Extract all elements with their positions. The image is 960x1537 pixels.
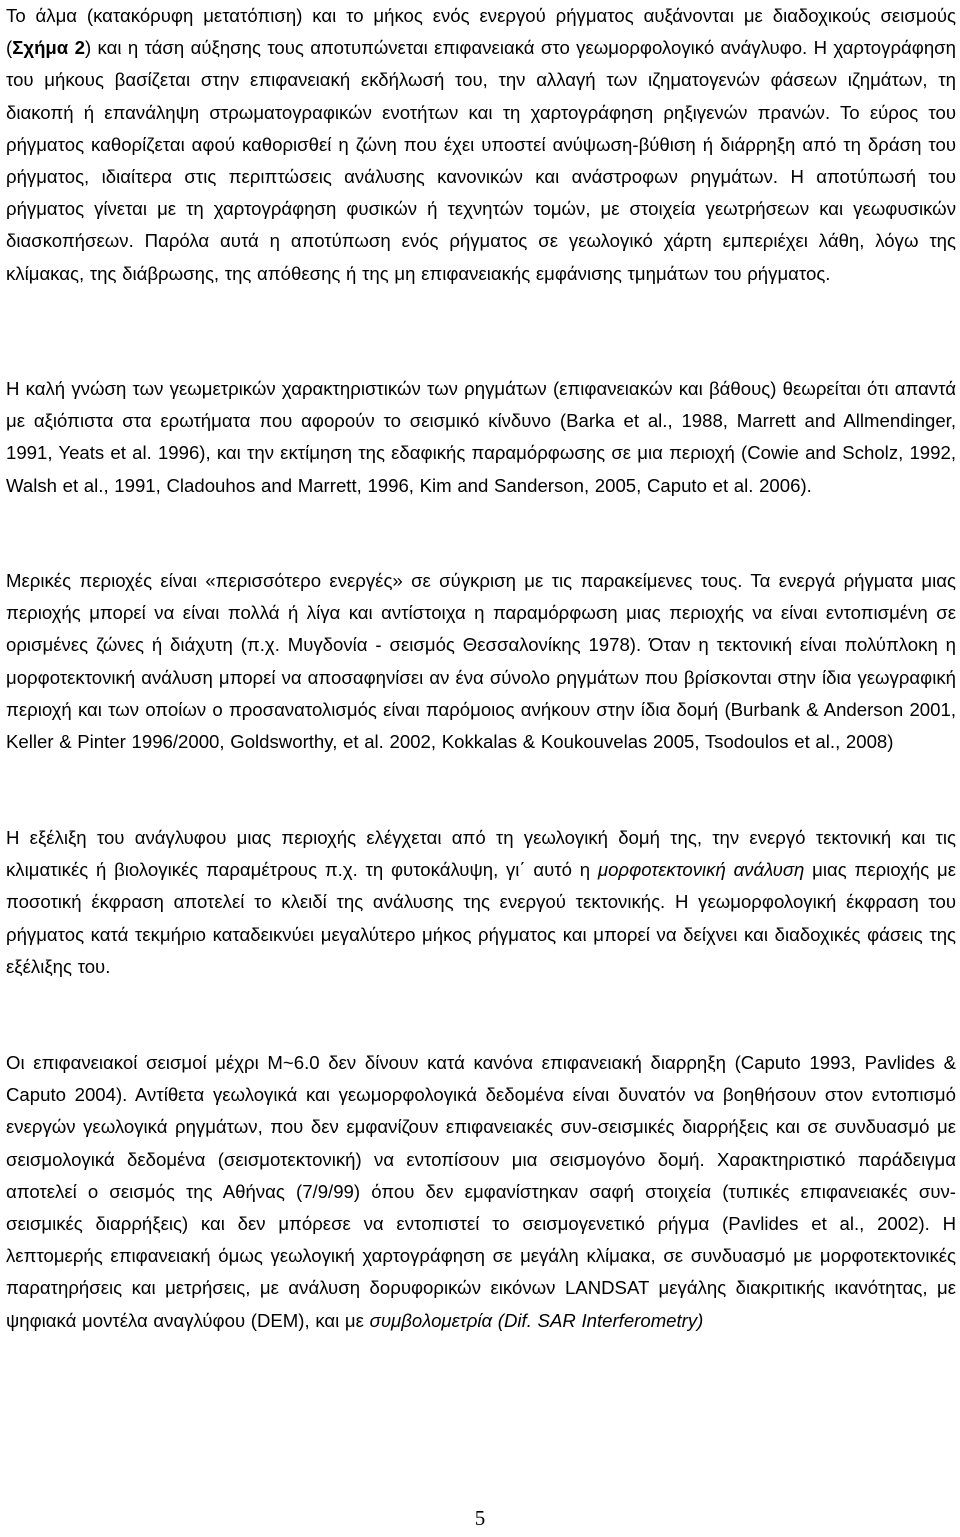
paragraph-relief-evolution — [6, 822, 956, 983]
paragraph-fault-mapping — [6, 0, 956, 290]
paragraph-text: ) και η τάση αύξησης τους αποτυπώνεται επιφανειακά στο γεωμορφολογικό ανάγλυφο. Η χαρτογράφηση του μήκους βασίζεται στην επιφανειακή εκδήλωσή του, την αλλαγή των ιζηματογενών φάσεων ιζημάτων, τη διακοπή ή επανάληψη στρωματογραφικών ενοτήτων και τη χαρτογράφηση ρηξιγενών πρανών. Το εύρος του ρήγματος καθορίζεται αφού καθορισθεί η ζώνη που έχει υποστεί ανύψωση-βύθιση ή διάρρηξη από τη δράση του ρήγματος, ιδιαίτερα στις περιπτώσεις ανάλυσης κανονικών και ανάστροφων ρηγμάτων. Η αποτύπωσή του ρήγματος γίνεται με τη χαρτογράφηση φυσικών ή τεχνητών τομών, με στοιχεία γεωτρήσεων και γεωφυσικών διασκοπήσεων. Παρόλα αυτά η αποτύπωση ενός ρήγματος σε γεωλογικό χάρτη εμπεριέχει λάθη, λόγω της κλίμακας, της διάβρωσης, της απόθεσης ή της μη επιφανειακής εμφάνισης τμημάτων του ρήγματος. — [6, 37, 956, 284]
emphasis-term: (Dif. SAR Interferometry) — [497, 1309, 704, 1331]
paragraph-active-regions — [6, 565, 956, 758]
paragraph-text: Μερικές περιοχές είναι «περισσότερο ενεργές» σε σύγκριση με τις παρακείμενες τους. Τα ενεργά ρήγματα μιας περιοχής μπορεί να είναι πολλά ή λίγα και αντίστοιχα η παραμόρφωση μιας περιοχής να είναι εντοπισμένη σε ορισμένες ζώνες ή διάχυτη (π.χ. Μυγδονία - σεισμός Θεσσαλονίκης 1978). Όταν η τεκτονική είναι πολύπλοκη η μορφοτεκτονική ανάλυση μπορεί να αποσαφηνίσει αν ένα σύνολο ρηγμάτων που βρίσκονται στην ίδια γεωγραφική περιοχή και των οποίων ο προσανατολισμός είναι παρόμοιος ανήκουν στην ίδια δομή (Burbank & Anderson 2001, Keller & Pinter 1996/2000, Goldsworthy, et al. 2002, Kokkalas & Koukouvelas 2005, Tsodoulos et al., 2008) — [6, 570, 956, 753]
page-number: 5 — [474, 1506, 486, 1530]
figure-reference: Σχήμα 2 — [12, 37, 85, 59]
paragraph-text: Οι επιφανειακοί σεισμοί μέχρι M~6.0 δεν δίνουν κατά κανόνα επιφανειακή διαρρηξη (Caputo 1993, Pavlides & Caputo 2004). Αντίθετα γεωλογικά και γεωμορφολογικά δεδομένα είναι δυνατόν να βοηθήσουν στον εντοπισμό ενεργών γεωλογικά ρηγμάτων, που δεν εμφανίζουν επιφανειακές συν-σεισμικές διαρρήξεις και σε συνδυασμό με σεισμολογικά δεδομένα (σεισμοτεκτονική) να εντοπίσουν μια σεισμογόνο δομή. Χαρακτηριστικό παράδειγμα αποτελεί ο σεισμός της Αθήνας (7/9/99) όπου δεν εμφανίστηκαν σαφή στοιχεία (τυπικές επιφανειακές συν-σεισμικές διαρρήξεις) και δεν μπόρεσε να εντοπιστεί το σεισμογενετικό ρήγμα (Pavlides et al., 2002). Η λεπτομερής επιφανειακή όμως γεωλογική χαρτογράφηση σε μεγάλη κλίμακα, σε συνδυασμό με μορφοτεκτονικές παρατηρήσεις και μετρήσεις, με ανάλυση δορυφορικών εικόνων LANDSAT μεγάλης διακριτικής ικανότητας, με ψηφιακά μοντέλα αναγλύφου (DEM), και με — [6, 1052, 956, 1331]
document-page — [6, 0, 956, 1537]
paragraph-text: μιας περιοχής με ποσοτική έκφραση αποτελεί το κλειδί της ανάλυσης της ενεργού τεκτονικής. Η γεωμορφολογική έκφραση του ρήγματος κατά τεκμήριο καταδεικνύει μεγαλύτερο μήκος ρήγματος και μπορεί να δείχνει και διαδοχικές φάσεις της εξέλιξης του. — [6, 859, 956, 977]
emphasis-term: συμβολομετρία — [369, 1309, 493, 1331]
paragraph-text: Η εξέλιξη του ανάγλυφου μιας περιοχής ελέγχεται από τη γεωλογική δομή της, την ενεργό τεκτονική και τις κλιματικές ή βιολογικές παραμέτρους π.χ. τη φυτοκάλυψη, γι΄ αυτό η — [6, 827, 956, 881]
emphasis-term: μορφοτεκτονική ανάλυση — [597, 859, 805, 881]
paragraph-fault-geometry — [6, 373, 956, 502]
paragraph-text: Η καλή γνώση των γεωμετρικών χαρακτηριστικών των ρηγμάτων (επιφανειακών και βάθους) θεωρείται ότι απαντά με αξιόπιστα στα ερωτήματα που αφορούν το σεισμικό κίνδυνο (Barka et al., 1988, Marrett and Allmendinger, 1991, Yeats et al. 1996), και την εκτίμηση της εδαφικής παραμόρφωσης σε μια περιοχή (Cowie and Scholz, 1992, Walsh et al., 1991, Cladouhos and Marrett, 1996, Kim and Sanderson, 2005, Caputo et al. 2006). — [6, 378, 956, 496]
paragraph-text: Το άλμα (κατακόρυφη μετατόπιση) και το μήκος ενός ενεργού ρήγματος αυξάνονται με διαδοχικούς σεισμούς ( — [6, 5, 956, 59]
paragraph-surface-earthquakes — [6, 1047, 956, 1337]
